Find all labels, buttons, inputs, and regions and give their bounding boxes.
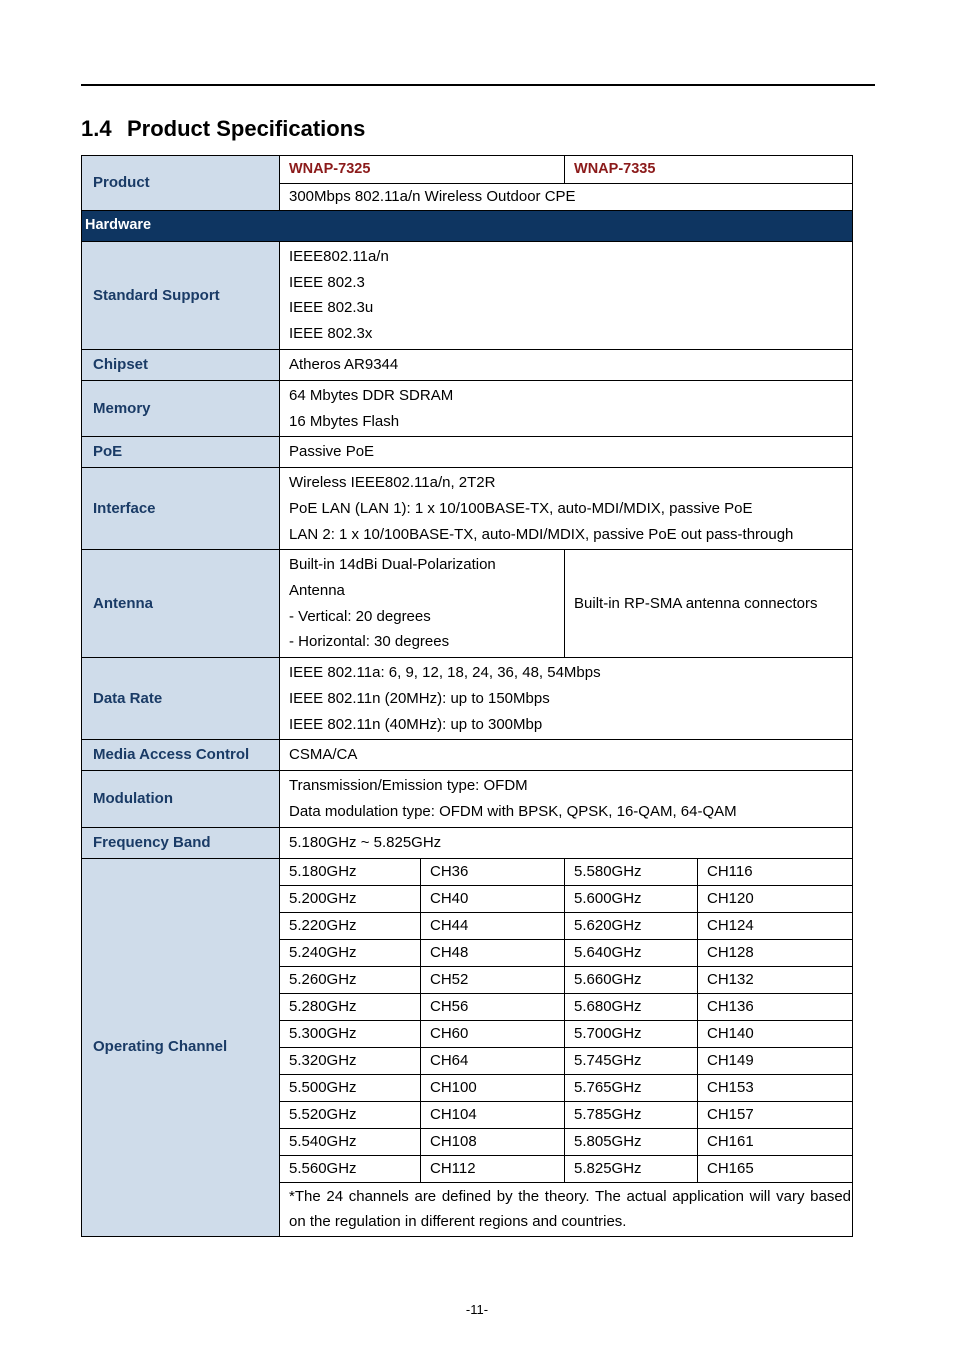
channel-frequency: 5.805GHz <box>565 1128 698 1155</box>
standard-support-label: Standard Support <box>82 242 280 350</box>
channel-frequency: 5.660GHz <box>565 966 698 993</box>
section-heading: Product Specifications <box>127 116 366 141</box>
channel-number: CH40 <box>421 885 565 912</box>
data-rate-value <box>280 658 853 740</box>
hardware-header: Hardware <box>82 211 853 242</box>
data-rate-line: IEEE 802.11n (20MHz): up to 150Mbps <box>289 689 550 707</box>
antenna-line: - Horizontal: 30 degrees <box>289 633 450 651</box>
standard-line: IEEE802.11a/n <box>289 248 389 265</box>
antenna-line: Built-in 14dBi Dual-Polarization <box>289 556 496 574</box>
model-b: WNAP-7335 <box>565 156 853 184</box>
interface-line: PoE LAN (LAN 1): 1 x 10/100BASE-TX, auto-MDI/MDIX, passive PoE <box>289 499 753 517</box>
antenna-model-b: Built-in RP-SMA antenna connectors <box>565 550 853 658</box>
channel-number: CH140 <box>698 1020 853 1047</box>
product-description: 300Mbps 802.11a/n Wireless Outdoor CPE <box>280 184 853 211</box>
page-number: -11- <box>465 1302 489 1317</box>
channel-number: CH56 <box>421 993 565 1020</box>
frequency-band-value: 5.180GHz ~ 5.825GHz <box>280 827 853 858</box>
data-rate-line: IEEE 802.11a: 6, 9, 12, 18, 24, 36, 48, 54Mbps <box>289 664 601 682</box>
channel-number: CH161 <box>698 1128 853 1155</box>
channel-frequency: 5.260GHz <box>280 966 421 993</box>
standard-support-value <box>280 242 853 350</box>
poe-label: PoE <box>82 437 280 468</box>
memory-label: Memory <box>82 380 280 436</box>
channel-frequency: 5.620GHz <box>565 912 698 939</box>
antenna-line: - Vertical: 20 degrees <box>289 607 431 625</box>
channel-frequency: 5.300GHz <box>280 1020 421 1047</box>
channel-frequency: 5.540GHz <box>280 1128 421 1155</box>
channel-number: CH108 <box>421 1128 565 1155</box>
channel-frequency: 5.825GHz <box>565 1155 698 1182</box>
channel-frequency: 5.785GHz <box>565 1101 698 1128</box>
channel-frequency: 5.700GHz <box>565 1020 698 1047</box>
mac-value: CSMA/CA <box>280 740 853 771</box>
channel-number: CH120 <box>698 885 853 912</box>
channel-frequency: 5.500GHz <box>280 1074 421 1101</box>
memory-value <box>280 380 853 436</box>
channel-number: CH112 <box>421 1155 565 1182</box>
standard-line: IEEE 802.3x <box>289 325 373 343</box>
standard-line: IEEE 802.3u <box>289 299 374 317</box>
channel-frequency: 5.220GHz <box>280 912 421 939</box>
header-rule <box>81 84 875 86</box>
channel-frequency: 5.745GHz <box>565 1047 698 1074</box>
antenna-model-a <box>280 550 565 658</box>
channel-number: CH128 <box>698 939 853 966</box>
channel-number: CH157 <box>698 1101 853 1128</box>
channel-number: CH44 <box>421 912 565 939</box>
antenna-line: Antenna <box>289 582 345 600</box>
channel-number: CH136 <box>698 993 853 1020</box>
model-a: WNAP-7325 <box>280 156 565 184</box>
mac-label: Media Access Control <box>82 740 280 771</box>
data-rate-label: Data Rate <box>82 658 280 740</box>
chipset-value: Atheros AR9344 <box>280 349 853 380</box>
channel-number: CH153 <box>698 1074 853 1101</box>
product-label: Product <box>82 156 280 211</box>
channel-number: CH100 <box>421 1074 565 1101</box>
modulation-value <box>280 771 853 827</box>
channel-frequency: 5.320GHz <box>280 1047 421 1074</box>
channel-number: CH116 <box>698 858 853 885</box>
modulation-label: Modulation <box>82 771 280 827</box>
memory-line: 16 Mbytes Flash <box>289 412 400 430</box>
modulation-line: Data modulation type: OFDM with BPSK, QPSK, 16-QAM, 64-QAM <box>289 802 737 820</box>
section-title <box>81 116 365 142</box>
interface-label: Interface <box>82 468 280 550</box>
data-rate-line: IEEE 802.11n (40MHz): up to 300Mbp <box>289 715 543 733</box>
operating-channel-note: *The 24 channels are defined by the theory. The actual application will vary based on the regulation in different regions and countries. <box>280 1182 853 1236</box>
standard-line: IEEE 802.3 <box>289 273 365 291</box>
channel-frequency: 5.180GHz <box>280 858 421 885</box>
channel-frequency: 5.280GHz <box>280 993 421 1020</box>
channel-frequency: 5.240GHz <box>280 939 421 966</box>
operating-channel-label: Operating Channel <box>82 858 280 1236</box>
channel-number: CH36 <box>421 858 565 885</box>
modulation-line: Transmission/Emission type: OFDM <box>289 777 528 795</box>
interface-value <box>280 468 853 550</box>
channel-number: CH124 <box>698 912 853 939</box>
channel-frequency: 5.520GHz <box>280 1101 421 1128</box>
channel-frequency: 5.600GHz <box>565 885 698 912</box>
channel-number: CH165 <box>698 1155 853 1182</box>
channel-frequency: 5.765GHz <box>565 1074 698 1101</box>
antenna-label: Antenna <box>82 550 280 658</box>
frequency-band-label: Frequency Band <box>82 827 280 858</box>
channel-frequency: 5.200GHz <box>280 885 421 912</box>
channel-number: CH149 <box>698 1047 853 1074</box>
memory-line: 64 Mbytes DDR SDRAM <box>289 386 454 404</box>
channel-number: CH48 <box>421 939 565 966</box>
chipset-label: Chipset <box>82 349 280 380</box>
channel-frequency: 5.640GHz <box>565 939 698 966</box>
channel-number: CH60 <box>421 1020 565 1047</box>
channel-number: CH64 <box>421 1047 565 1074</box>
channel-number: CH132 <box>698 966 853 993</box>
channel-number: CH104 <box>421 1101 565 1128</box>
channel-frequency: 5.580GHz <box>565 858 698 885</box>
spec-table <box>81 155 853 1237</box>
interface-line: LAN 2: 1 x 10/100BASE-TX, auto-MDI/MDIX, passive PoE out pass-through <box>289 525 794 543</box>
section-number: 1.4 <box>81 116 112 141</box>
channel-frequency: 5.680GHz <box>565 993 698 1020</box>
poe-value: Passive PoE <box>280 437 853 468</box>
interface-line: Wireless IEEE802.11a/n, 2T2R <box>289 474 496 492</box>
channel-frequency: 5.560GHz <box>280 1155 421 1182</box>
channel-number: CH52 <box>421 966 565 993</box>
